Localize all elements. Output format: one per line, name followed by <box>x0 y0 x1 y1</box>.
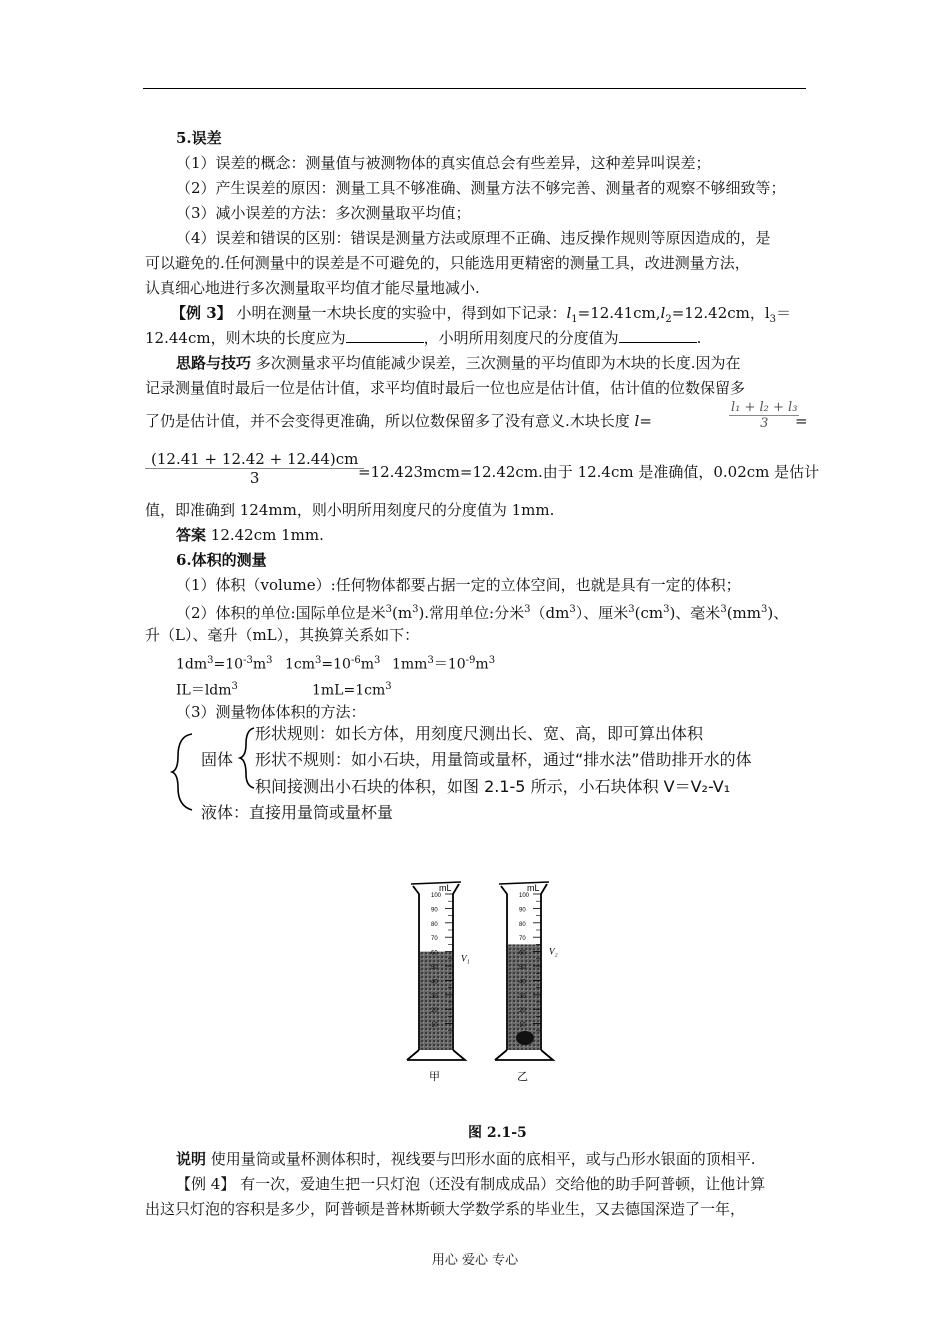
left-cylinder-tick-label: 100 <box>431 893 442 899</box>
left-cylinder-unit-label: mL <box>439 883 452 893</box>
conv4: IL＝ldm <box>176 682 232 699</box>
example-3-q1: 12.44cm，则木块的长度应为 <box>145 329 346 347</box>
conv3-c: m <box>475 656 489 673</box>
cylinder-right <box>495 882 558 1083</box>
right-cylinder-tick-label: 10 <box>519 1022 526 1029</box>
irregular-shape-method: 形状不规则：如小石块，用量筒或量杯，通过“排水法”借助排开水的体 <box>255 750 752 769</box>
answer-blank-2[interactable] <box>619 328 697 343</box>
s5-line-4b: 可以避免的.任何测量中的误差是不可避免的，只能选用更精密的测量工具，改进测量方法， <box>145 254 750 272</box>
s6-line-1: （1）体积（volume）:任何物体都要占据一定的立体空间，也就是具有一定的体积； <box>176 576 741 594</box>
l2-value: =12.42cm，l <box>671 304 770 322</box>
right-cylinder-label: 乙 <box>517 1070 528 1083</box>
l1-value: =12.41cm, <box>577 304 661 322</box>
left-cylinder-tick-label: 40 <box>431 979 438 986</box>
liquid-method: 液体：直接用量筒或量杯量 <box>201 803 394 822</box>
left-cylinder-tick-label: 60 <box>431 950 438 957</box>
example-3-line-2 <box>145 328 701 348</box>
conv1-c: m <box>252 656 267 673</box>
page-footer: 用心 爱心 专心 <box>431 1253 519 1268</box>
s6-line-2: （2）体积的单位:国际单位是米$^3(m^3)$.常用单位:分米$^3(dm^3)$、厘米$^3(cm^3)$、毫米$^3(mm^3)$、 <box>176 604 789 622</box>
solution-line-4: =12.423mcm=12.42cm.由于 12.4cm 是准确值，0.02cm 是估计 <box>358 463 820 481</box>
s6-line-2b: 升（L）、毫升（mL），其换算关系如下： <box>145 626 420 644</box>
unit-text-i: )、 <box>767 604 789 622</box>
answer-label: 答案 <box>176 526 207 544</box>
left-cylinder-tick-label: 10 <box>431 1022 438 1029</box>
conv1-b: =10 <box>213 656 244 673</box>
unit-text-b: (m <box>391 604 413 622</box>
unit-text-e: ）、厘米 <box>575 604 629 622</box>
unit-text-h: (mm <box>726 604 761 622</box>
unit-text-a: （2）体积的单位:国际单位是米 <box>176 604 386 622</box>
s6-line-3: （3）测量物体体积的方法： <box>176 703 366 721</box>
solution-line-5: 值，即准确到 124mm，则小明所用刻度尺的分度值为 1mm. <box>145 501 555 519</box>
example-4-line-2: 出这只灯泡的容积是多少，阿普顿是普林斯顿大学数学系的毕业生，又去德国深造了一年， <box>145 1200 746 1218</box>
mean-numerator: l₁ + l₂ + l₃ <box>731 400 798 415</box>
l1-symbol: l <box>566 304 572 322</box>
left-cylinder-rim <box>411 882 461 884</box>
conv2-c: m <box>360 656 374 673</box>
example-3-tag: 【例 3】 <box>171 304 232 322</box>
example-3-line-1: 【例 3】 小明在测量一木块长度的实验中，得到如下记录：$l_1=12.41cm,l_2=12.42cm$，$l_3=$ <box>171 304 792 325</box>
mean-formula <box>729 400 799 431</box>
right-cylinder-tick-label: 20 <box>519 1008 526 1015</box>
example-4-line-1: 【例 4】 有一次，爱迪生把一只灯泡（还没有制成成品）交给他的助手阿普顿，让他计算 <box>176 1175 766 1193</box>
right-cylinder-tick-label: 50 <box>519 965 526 971</box>
left-cylinder-volume-label: V₁ <box>461 953 470 964</box>
left-cylinder-tick-label: 20 <box>431 1008 438 1015</box>
left-cylinder-tick-label: 30 <box>431 993 438 1000</box>
l3-eq: ＝ <box>776 304 792 322</box>
irregular-shape-method-2: 积间接测出小石块的体积，如图 2.1-5 所示，小石块体积 V＝V₂-V₁ <box>255 777 731 796</box>
left-cylinder-tick-label: 70 <box>431 936 438 943</box>
mean-calc-fraction <box>145 450 364 487</box>
left-cylinder-base <box>407 1050 465 1060</box>
mean-eq: = <box>795 412 808 430</box>
answer-text: 12.42cm 1mm. <box>206 526 324 544</box>
s5-line-2: （2）产生误差的原因：测量工具不够准确、测量方法不够完善、测量者的观察不够细致等； <box>176 179 786 197</box>
conv2-a: 1cm <box>285 656 316 673</box>
conversion-row-1: $1dm^3=10^{-3}m^3$ <box>176 655 273 673</box>
right-cylinder-tick-label: 80 <box>519 921 526 928</box>
conversion-row-1b: $1cm^3=10^{-6}m^3$ <box>285 655 381 673</box>
conversion-row-1c: $1mm^3=10^{-9}m^3$ <box>392 655 496 673</box>
s5-line-3: （3）减小误差的方法：多次测量取平均值； <box>176 204 471 222</box>
calc-denominator: 3 <box>249 469 260 487</box>
example-3-end: . <box>696 329 702 347</box>
cylinder-left <box>407 882 470 1083</box>
unit-text-g: )、毫米 <box>669 604 721 622</box>
left-cylinder-label: 甲 <box>429 1070 440 1083</box>
figure-caption: 图 2.1-5 <box>468 1125 527 1141</box>
note-text: 使用量筒或量杯测体积时，视线要与凹形水面的底相平，或与凸形水银面的顶相平. <box>206 1150 756 1168</box>
conv5: 1mL=1cm <box>312 682 386 699</box>
left-cylinder-tick-label: 50 <box>431 965 438 971</box>
left-cylinder-tick-label: 80 <box>431 921 438 928</box>
right-cylinder-volume-label: V₂ <box>549 946 558 957</box>
solid-label: 固体 <box>201 750 234 769</box>
right-cylinder-tick-label: 30 <box>519 993 526 1000</box>
unit-text-f: (cm <box>634 604 664 622</box>
right-cylinder-tick-label: 40 <box>519 979 526 986</box>
conv1-a: 1dm <box>176 656 208 673</box>
header-rule <box>143 88 806 89</box>
graduated-cylinders-figure <box>405 872 575 1094</box>
answer-blank-1[interactable] <box>346 328 424 343</box>
note-line <box>176 1149 756 1169</box>
section-6-heading: 6.体积的测量 <box>176 551 267 569</box>
solution-text-3: 了仍是估计值，并不会变得更准确，所以位数保留多了没有意义.木块长度 <box>145 412 635 430</box>
solution-line-1 <box>176 353 741 373</box>
right-cylinder-tick-label: 60 <box>519 950 526 957</box>
conversion-row-2b: $1mL=1cm^3$ <box>312 681 392 699</box>
mean-denominator: 3 <box>760 416 769 431</box>
unit-text-c: ).常用单位:分米 <box>418 604 525 622</box>
l2-symbol: l <box>660 304 666 322</box>
regular-shape-method: 形状规则：如长方体，用刻度尺测出长、宽、高，即可算出体积 <box>255 724 704 743</box>
solution-label: 思路与技巧 <box>176 354 252 372</box>
solution-text-1: 多次测量求平均值能减少误差，三次测量的平均值即为木块的长度.因为在 <box>251 354 741 372</box>
solution-line-3: 了仍是估计值，并不会变得更准确，所以位数保留多了没有意义.木块长度 l= <box>145 412 652 430</box>
s5-line-4a: （4）误差和错误的区别：错误是测量方法或原理不正确、违反操作规则等原因造成的，是 <box>176 229 771 247</box>
right-cylinder-unit-label: mL <box>527 883 540 893</box>
conversion-row-2: IL＝ldm$^3$ <box>176 681 238 699</box>
answer-line <box>176 525 324 545</box>
right-cylinder-tick-label: 100 <box>519 893 530 899</box>
unit-text-d: （dm <box>530 604 570 622</box>
conv3-b: ＝10 <box>433 656 466 673</box>
right-cylinder-tick-label: 70 <box>519 936 526 943</box>
left-cylinder-tick-label: 90 <box>431 907 438 914</box>
length-var: l <box>634 412 640 430</box>
note-label: 说明 <box>176 1150 207 1168</box>
section-5-heading: 5.误差 <box>176 129 222 147</box>
solution-line-2: 记录测量值时最后一位是估计值，求平均值时最后一位也应是估计值，估计值的位数保留多 <box>145 379 746 397</box>
conv2-b: =10 <box>321 656 351 673</box>
right-cylinder-base <box>495 1050 553 1060</box>
conv3-a: 1mm <box>392 656 428 673</box>
s5-line-4c: 认真细心地进行多次测量取平均值才能尽量地减小. <box>145 279 480 297</box>
example-3-text: 小明在测量一木块长度的实验中，得到如下记录： <box>231 304 567 322</box>
right-cylinder-stone <box>516 1031 534 1045</box>
example-3-q2: ，小明所用刻度尺的分度值为 <box>423 329 619 347</box>
s5-line-1: （1）误差的概念：测量值与被测物体的真实值总会有些差异，这种差异叫误差； <box>176 154 711 172</box>
calc-numerator: (12.41 + 12.42 + 12.44)cm <box>145 450 364 469</box>
right-cylinder-rim <box>499 882 549 884</box>
right-cylinder-tick-label: 90 <box>519 907 526 914</box>
